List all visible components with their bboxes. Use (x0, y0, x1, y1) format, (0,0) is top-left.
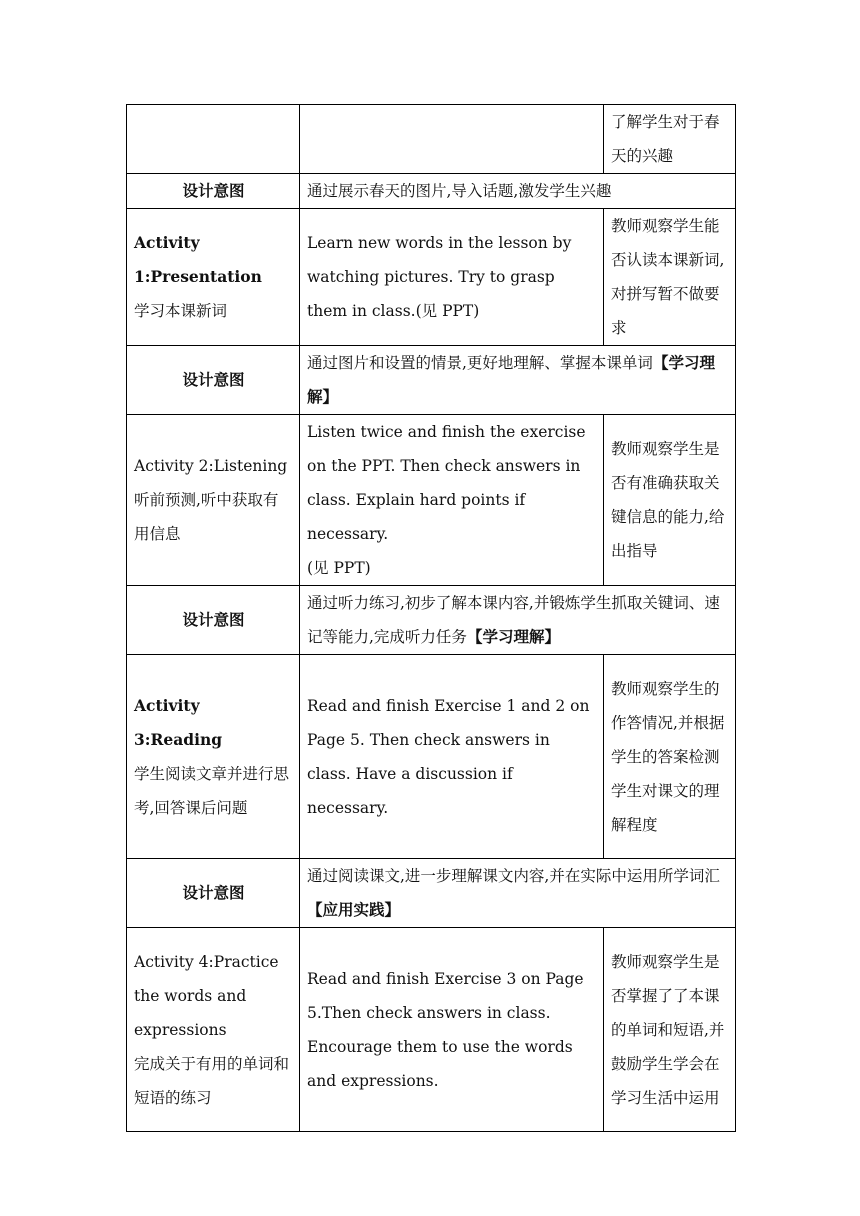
table-row (127, 105, 736, 174)
assessment-cell: 教师观察学生是否有准确获取关键信息的能力,给出指导 (604, 415, 736, 586)
design-intent-text: 通过听力练习,初步了解本课内容,并锻炼学生抓取关键词、速记等能力,完成听力任务【学习理解】 (300, 586, 736, 655)
activity-title: Activity 1:Presentation (134, 233, 262, 286)
design-intent-row (127, 586, 736, 655)
content-cell: Learn new words in the lesson by watching pictures. Try to grasp them in class.(见 PPT) (300, 209, 604, 346)
content-cell (300, 105, 604, 174)
assessment-cell: 教师观察学生的作答情况,并根据学生的答案检测学生对课文的理解程度 (604, 655, 736, 859)
design-intent-text: 通过图片和设置的情景,更好地理解、掌握本课单词【学习理解】 (300, 346, 736, 415)
activity-subtitle: 完成关于有用的单词和短语的练习 (134, 1054, 290, 1107)
design-intent-label: 设计意图 (127, 346, 300, 415)
design-intent-label: 设计意图 (127, 174, 300, 209)
activity-title: Activity 3:Reading (134, 695, 223, 749)
activity-title: Activity 4:Practice the words and expressions (134, 952, 279, 1039)
content-cell (300, 415, 604, 586)
content-text: Listen twice and finish the exercise on the PPT. Then check answers in class. Explain hard points if necessary. (307, 423, 586, 543)
design-intent-label: 设计意图 (127, 586, 300, 655)
design-intent-text: 通过展示春天的图片,导入话题,激发学生兴趣 (300, 174, 736, 209)
assessment-cell: 教师观察学生是否掌握了了本课的单词和短语,并鼓励学生学会在学习生活中运用 (604, 928, 736, 1132)
design-intent-label: 设计意图 (127, 859, 300, 928)
activity-subtitle: 学习本课新词 (134, 302, 228, 320)
content-extra: (见 PPT) (307, 559, 371, 577)
content-cell: Read and finish Exercise 1 and 2 on Page 5. Then check answers in class. Have a discussion if necessary. (300, 655, 604, 859)
activity-cell (127, 928, 300, 1132)
lesson-plan-table (126, 104, 736, 1132)
activity-subtitle: 学生阅读文章并进行思考,回答课后问题 (134, 764, 290, 817)
activity-cell (127, 105, 300, 174)
design-intent-row (127, 859, 736, 928)
activity-row (127, 928, 736, 1132)
activity-cell (127, 655, 300, 859)
activity-cell (127, 415, 300, 586)
activity-row (127, 655, 736, 859)
design-intent-text: 通过阅读课文,进一步理解课文内容,并在实际中运用所学词汇【应用实践】 (300, 859, 736, 928)
activity-subtitle: 听前预测,听中获取有用信息 (134, 491, 279, 543)
activity-title: Activity 2:Listening (134, 457, 288, 475)
activity-cell (127, 209, 300, 346)
content-cell: Read and finish Exercise 3 on Page 5.Then check answers in class. Encourage them to use the words and expressions. (300, 928, 604, 1132)
design-intent-row (127, 174, 736, 209)
activity-row (127, 209, 736, 346)
assessment-cell: 了解学生对于春天的兴趣 (604, 105, 736, 174)
design-intent-row (127, 346, 736, 415)
assessment-cell: 教师观察学生能否认读本课新词,对拼写暂不做要求 (604, 209, 736, 346)
activity-row (127, 415, 736, 586)
